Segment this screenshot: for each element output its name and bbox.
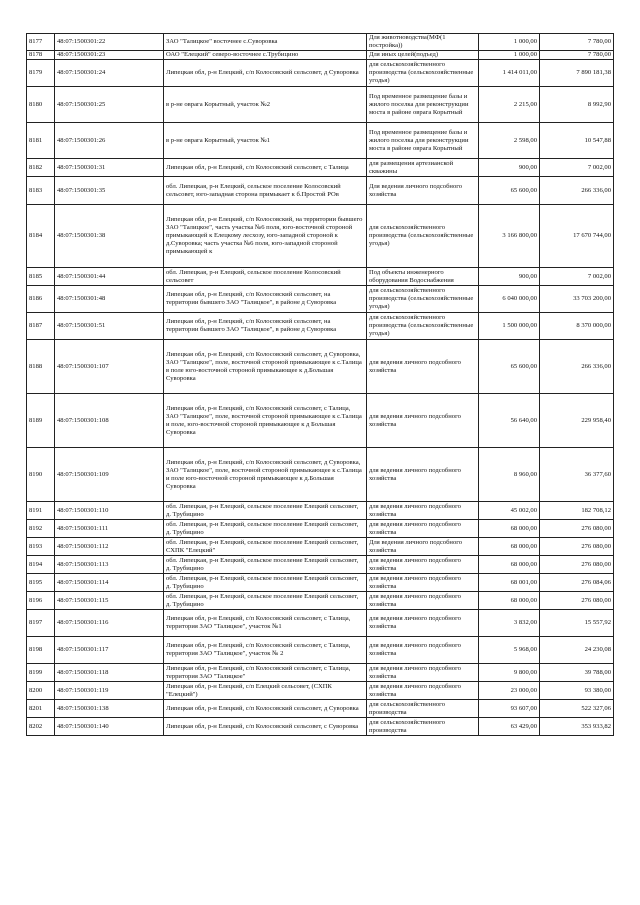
cadastral-value-cell: 276 084,06 (540, 574, 614, 592)
address-cell: Липецкая обл, р-н Елецкий, с/п Колосовский сельсовет, с Талица, территория ЗАО "Талицкое", участок №1 (164, 610, 367, 637)
table-row (27, 538, 614, 556)
row-number-cell: 8181 (27, 123, 55, 159)
cadastral-number-cell: 48:07:1500301:107 (55, 340, 164, 394)
address-cell: Липецкая обл, р-н Елецкий, с/п Елецкий сельсовет, (СХПК "Елецкий") (164, 682, 367, 700)
address-cell: обл. Липецкая, р-н Елецкий, сельское поселение Елецкий сельсовет, д. Трубицино (164, 502, 367, 520)
permitted-use-cell: для ведения личного подсобного хозяйства (367, 592, 479, 610)
cadastral-value-cell: 276 080,00 (540, 520, 614, 538)
area-value-cell: 900,00 (479, 159, 540, 177)
row-number-cell: 8196 (27, 592, 55, 610)
cadastral-value-cell: 276 080,00 (540, 538, 614, 556)
area-value-cell: 900,00 (479, 268, 540, 286)
address-cell: ЗАО "Талицкое" восточнее с.Суворовка (164, 34, 367, 51)
address-cell: Липецкая обл, р-н Елецкий, с/п Колосовский сельсовет, д Суворовка, ЗАО "Талицкое", поле, восточной стороной примыкающее к с.Талица в поле юго-восточной стороной примыкающее к д.Большая Суворовка (164, 340, 367, 394)
permitted-use-cell: Для ведения личного подсобного хозяйства (367, 538, 479, 556)
cadastral-value-cell: 7 780,00 (540, 51, 614, 60)
permitted-use-cell: для сельскохозяйственного производства (сельскохозяйственные угодья) (367, 286, 479, 313)
permitted-use-cell: для ведения личного подсобного хозяйства (367, 556, 479, 574)
table-row (27, 268, 614, 286)
table-row (27, 664, 614, 682)
area-value-cell: 5 968,00 (479, 637, 540, 664)
row-number-cell: 8187 (27, 313, 55, 340)
address-cell: обл. Липецкая, р-н Елецкий, сельское поселение Колосовский сельсовет (164, 268, 367, 286)
area-value-cell: 1 500 000,00 (479, 313, 540, 340)
permitted-use-cell: Для животноводства(МФ(1 постройка)) (367, 34, 479, 51)
cadastral-number-cell: 48:07:1500301:119 (55, 682, 164, 700)
permitted-use-cell: Для иных целей(подъед) (367, 51, 479, 60)
cadastral-number-cell: 48:07:1500301:112 (55, 538, 164, 556)
address-cell: обл. Липецкая, р-н Елецкий, сельское поселение Елецкий сельсовет, д. Трубицино (164, 592, 367, 610)
permitted-use-cell: Под временное размещение базы и жилого поселка для реконструкции моста в районе оврага Корытный (367, 87, 479, 123)
table-row (27, 60, 614, 87)
cadastral-number-cell: 48:07:1500301:110 (55, 502, 164, 520)
address-cell: обл. Липецкая, р-н Елецкий, сельское поселение Елецкий сельсовет, СХПК "Елецкий" (164, 538, 367, 556)
address-cell: Липецкая обл, р-н Елецкий, с/п Колосовский сельсовет, на территории бывшего ЗАО "Талицкое", в районе д Суворовка (164, 313, 367, 340)
table-row (27, 340, 614, 394)
cadastral-value-cell: 24 230,08 (540, 637, 614, 664)
cadastral-number-cell: 48:07:1500301:113 (55, 556, 164, 574)
permitted-use-cell: для сельскохозяйственного производства (сельскохозяйственные угодья) (367, 60, 479, 87)
row-number-cell: 8190 (27, 448, 55, 502)
table-row (27, 574, 614, 592)
row-number-cell: 8191 (27, 502, 55, 520)
cadastral-value-cell: 7 890 181,38 (540, 60, 614, 87)
cadastral-value-cell: 266 336,00 (540, 340, 614, 394)
row-number-cell: 8195 (27, 574, 55, 592)
area-value-cell: 68 000,00 (479, 592, 540, 610)
cadastral-value-cell: 522 327,06 (540, 700, 614, 718)
cadastral-value-cell: 7 780,00 (540, 34, 614, 51)
row-number-cell: 8192 (27, 520, 55, 538)
row-number-cell: 8199 (27, 664, 55, 682)
table-row (27, 313, 614, 340)
area-value-cell: 2 215,00 (479, 87, 540, 123)
area-value-cell: 9 800,00 (479, 664, 540, 682)
row-number-cell: 8177 (27, 34, 55, 51)
permitted-use-cell: для ведения личного подсобного хозяйства (367, 340, 479, 394)
address-cell: Липецкая обл, р-н Елецкий, с/п Колосовский, на территории бывшего ЗАО "Талицкое", часть участка №6 поля, юго-восточной стороной примыкающей к Елецкому лесхозу, юго-западной стороной к д.Суворовка; часть участка №6 поля, юго-западной стороной примыкающей к (164, 205, 367, 268)
row-number-cell: 8186 (27, 286, 55, 313)
cadastral-value-cell: 17 670 744,00 (540, 205, 614, 268)
cadastral-value-cell: 39 788,00 (540, 664, 614, 682)
cadastral-number-cell: 48:07:1500301:117 (55, 637, 164, 664)
row-number-cell: 8184 (27, 205, 55, 268)
table-row (27, 394, 614, 448)
cadastral-number-cell: 48:07:1500301:35 (55, 177, 164, 205)
area-value-cell: 63 429,00 (479, 718, 540, 736)
table-row (27, 286, 614, 313)
area-value-cell: 56 640,00 (479, 394, 540, 448)
permitted-use-cell: для ведения личного подсобного хозяйства (367, 664, 479, 682)
row-number-cell: 8200 (27, 682, 55, 700)
permitted-use-cell: для сельскохозяйственного производства (сельскохозяйственные угодья) (367, 313, 479, 340)
row-number-cell: 8183 (27, 177, 55, 205)
cadastral-number-cell: 48:07:1500301:44 (55, 268, 164, 286)
row-number-cell: 8179 (27, 60, 55, 87)
area-value-cell: 23 000,00 (479, 682, 540, 700)
cadastral-number-cell: 48:07:1500301:38 (55, 205, 164, 268)
cadastral-number-cell: 48:07:1500301:24 (55, 60, 164, 87)
cadastral-value-cell: 229 958,40 (540, 394, 614, 448)
cadastral-number-cell: 48:07:1500301:140 (55, 718, 164, 736)
cadastral-value-cell: 36 377,60 (540, 448, 614, 502)
permitted-use-cell: Под временное размещение базы и жилого поселка для реконструкции моста в районе оврага Корытный (367, 123, 479, 159)
table-row (27, 205, 614, 268)
area-value-cell: 68 000,00 (479, 520, 540, 538)
row-number-cell: 8201 (27, 700, 55, 718)
permitted-use-cell: для ведения личного подсобного хозяйства (367, 682, 479, 700)
area-value-cell: 65 600,00 (479, 340, 540, 394)
row-number-cell: 8180 (27, 87, 55, 123)
land-register-table (26, 33, 614, 736)
cadastral-value-cell: 7 002,00 (540, 159, 614, 177)
permitted-use-cell: для сельскохозяйственного производства (367, 700, 479, 718)
cadastral-number-cell: 48:07:1500301:31 (55, 159, 164, 177)
area-value-cell: 6 040 000,00 (479, 286, 540, 313)
table-row (27, 177, 614, 205)
permitted-use-cell: для ведения личного подсобного хозяйства (367, 637, 479, 664)
address-cell: обл. Липецкая, р-н Елецкий, сельское поселение Колосовский сельсовет, юго-западная сторона примыкает к б.Простой РОв (164, 177, 367, 205)
cadastral-number-cell: 48:07:1500301:26 (55, 123, 164, 159)
area-value-cell: 2 598,00 (479, 123, 540, 159)
permitted-use-cell: для ведения личного подсобного хозяйства (367, 610, 479, 637)
area-value-cell: 1 414 011,00 (479, 60, 540, 87)
cadastral-value-cell: 8 370 000,00 (540, 313, 614, 340)
row-number-cell: 8197 (27, 610, 55, 637)
cadastral-number-cell: 48:07:1500301:108 (55, 394, 164, 448)
table-row (27, 682, 614, 700)
row-number-cell: 8178 (27, 51, 55, 60)
permitted-use-cell: для ведения личного подсобного хозяйства (367, 394, 479, 448)
row-number-cell: 8194 (27, 556, 55, 574)
address-cell: Липецкая обл, р-н Елецкий, с/п Колосовский сельсовет, с Талица (164, 159, 367, 177)
table-row (27, 502, 614, 520)
row-number-cell: 8189 (27, 394, 55, 448)
table-row (27, 718, 614, 736)
address-cell: обл. Липецкая, р-н Елецкий, сельское поселение Елецкий сельсовет, д. Трубицино (164, 574, 367, 592)
row-number-cell: 8193 (27, 538, 55, 556)
address-cell: Липецкая обл, р-н Елецкий, с/п Колосовский сельсовет, с Суворовка (164, 718, 367, 736)
address-cell: ОАО "Елецкий" северо-восточнее с.Трубицино (164, 51, 367, 60)
cadastral-number-cell: 48:07:1500301:25 (55, 87, 164, 123)
row-number-cell: 8202 (27, 718, 55, 736)
cadastral-value-cell: 266 336,00 (540, 177, 614, 205)
permitted-use-cell: Для ведения личного подсобного хозяйства (367, 177, 479, 205)
area-value-cell: 1 000,00 (479, 51, 540, 60)
cadastral-value-cell: 276 080,00 (540, 556, 614, 574)
table-row (27, 34, 614, 51)
address-cell: Липецкая обл, р-н Елецкий, с/п Колосовский сельсовет, д Суворовка, ЗАО "Талицкое", поле, восточной стороной примыкающее к с.Талица и поле юго-восточной стороной примыкающее к д.Большая Суворовка (164, 448, 367, 502)
permitted-use-cell: для ведения личного подсобного хозяйства (367, 574, 479, 592)
row-number-cell: 8185 (27, 268, 55, 286)
cadastral-value-cell: 182 708,12 (540, 502, 614, 520)
area-value-cell: 45 002,00 (479, 502, 540, 520)
table-row (27, 700, 614, 718)
cadastral-number-cell: 48:07:1500301:111 (55, 520, 164, 538)
cadastral-number-cell: 48:07:1500301:48 (55, 286, 164, 313)
address-cell: в р-не оврага Корытный, участок №2 (164, 87, 367, 123)
row-number-cell: 8182 (27, 159, 55, 177)
area-value-cell: 8 960,00 (479, 448, 540, 502)
cadastral-number-cell: 48:07:1500301:118 (55, 664, 164, 682)
permitted-use-cell: для размещения артезианской скважины (367, 159, 479, 177)
cadastral-number-cell: 48:07:1500301:23 (55, 51, 164, 60)
address-cell: Липецкая обл, р-н Елецкий, с/п Колосовский сельсовет, с Талица, территория ЗАО "Талицкое", участок № 2 (164, 637, 367, 664)
cadastral-value-cell: 8 992,90 (540, 87, 614, 123)
area-value-cell: 1 000,00 (479, 34, 540, 51)
row-number-cell: 8198 (27, 637, 55, 664)
address-cell: Липецкая обл, р-н Елецкий, с/п Колосовский сельсовет, д Суворовка (164, 60, 367, 87)
cadastral-number-cell: 48:07:1500301:51 (55, 313, 164, 340)
area-value-cell: 68 000,00 (479, 556, 540, 574)
cadastral-number-cell: 48:07:1500301:22 (55, 34, 164, 51)
permitted-use-cell: для ведения личного подсобного хозяйства (367, 502, 479, 520)
cadastral-value-cell: 10 547,88 (540, 123, 614, 159)
address-cell: Липецкая обл, р-н Елецкий, с/п Колосовский сельсовет, с Талица, территория ЗАО "Талицкое" (164, 664, 367, 682)
area-value-cell: 93 607,00 (479, 700, 540, 718)
permitted-use-cell: для ведения личного подсобного хозяйства (367, 520, 479, 538)
table-row (27, 610, 614, 637)
table-row (27, 556, 614, 574)
address-cell: в р-не оврага Корытный, участок №1 (164, 123, 367, 159)
address-cell: обл. Липецкая, р-н Елецкий, сельское поселение Елецкий сельсовет, д. Трубицино (164, 556, 367, 574)
area-value-cell: 3 166 800,00 (479, 205, 540, 268)
permitted-use-cell: Под объекты инженерного оборудования Водоснабжения (367, 268, 479, 286)
table-row (27, 637, 614, 664)
cadastral-value-cell: 276 080,00 (540, 592, 614, 610)
table-body (27, 34, 614, 736)
cadastral-value-cell: 7 002,00 (540, 268, 614, 286)
row-number-cell: 8188 (27, 340, 55, 394)
cadastral-value-cell: 353 933,82 (540, 718, 614, 736)
cadastral-value-cell: 15 557,92 (540, 610, 614, 637)
address-cell: Липецкая обл, р-н Елецкий, с/п Колосовский сельсовет, на территории бывшего ЗАО "Талицкое", в районе д Суворовка (164, 286, 367, 313)
table-row (27, 159, 614, 177)
table-row (27, 448, 614, 502)
area-value-cell: 68 001,00 (479, 574, 540, 592)
table-row (27, 520, 614, 538)
cadastral-number-cell: 48:07:1500301:115 (55, 592, 164, 610)
permitted-use-cell: для сельскохозяйственного производства (367, 718, 479, 736)
cadastral-value-cell: 93 380,00 (540, 682, 614, 700)
table-row (27, 592, 614, 610)
cadastral-number-cell: 48:07:1500301:116 (55, 610, 164, 637)
table-row (27, 51, 614, 60)
permitted-use-cell: для сельскохозяйственного производства (сельскохозяйственные угодья) (367, 205, 479, 268)
address-cell: обл. Липецкая, р-н Елецкий, сельское поселение Елецкий сельсовет, д. Трубицино (164, 520, 367, 538)
cadastral-number-cell: 48:07:1500301:109 (55, 448, 164, 502)
area-value-cell: 68 000,00 (479, 538, 540, 556)
cadastral-number-cell: 48:07:1500301:114 (55, 574, 164, 592)
cadastral-number-cell: 48:07:1500301:138 (55, 700, 164, 718)
area-value-cell: 65 600,00 (479, 177, 540, 205)
cadastral-value-cell: 33 703 200,00 (540, 286, 614, 313)
table-row (27, 123, 614, 159)
table-row (27, 87, 614, 123)
address-cell: Липецкая обл, р-н Елецкий, с/п Колосовский сельсовет, д Суворовка (164, 700, 367, 718)
area-value-cell: 3 832,00 (479, 610, 540, 637)
address-cell: Липецкая обл, р-н Елецкий, с/п Колосовский сельсовет, с Талица, ЗАО "Талицкое", поле, восточной стороной примыкающее к с.Талица и поле, юго-восточной стороной примыкающее к д Большая Суворовка (164, 394, 367, 448)
permitted-use-cell: для ведения личного подсобного хозяйства (367, 448, 479, 502)
